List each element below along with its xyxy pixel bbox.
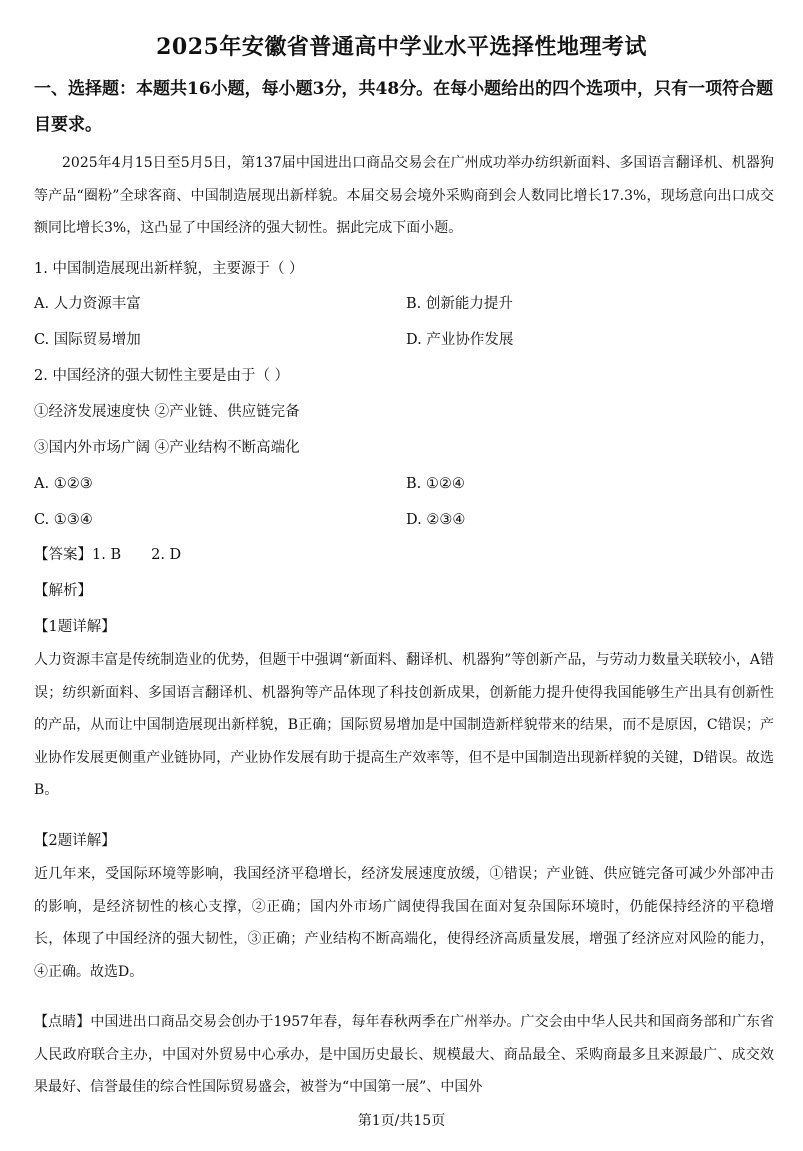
question-1-stem: 1. 中国制造展现出新样貌，主要源于（ ） (34, 261, 304, 277)
detail-2-label: 【2题详解】 (34, 833, 116, 849)
question-1-option-a: A. 人力资源丰富 (34, 296, 141, 312)
question-1-option-c: C. 国际贸易增加 (34, 332, 141, 348)
question-2-option-b: B. ①②④ (406, 476, 465, 492)
question-1-option-d: D. 产业协作发展 (406, 332, 514, 348)
question-2-items-1-2: ①经济发展速度快 ②产业链、供应链完备 (34, 404, 300, 420)
question-2-items-3-4: ③国内外市场广阔 ④产业结构不断高端化 (34, 440, 300, 456)
question-2-option-d: D. ②③④ (406, 512, 466, 528)
question-2-stem: 2. 中国经济的强大韧性主要是由于（ ） (34, 368, 290, 384)
detail-1-label: 【1题详解】 (34, 619, 116, 635)
analysis-label: 【解析】 (34, 583, 92, 599)
intro-paragraph: 2025年4月15日至5月5日，第137届中国进出口商品交易会在广州成功举办纺织新面料、多国语言翻译机、机器狗等产品“圈粉”全球客商、中国制造展现出新样貌。本届交易会境外采购商到会人数同比增长17.3%，现场意向出口成交额同比增长3%，这凸显了中国经济的强大韧性。据此完成下面小题。 (34, 155, 774, 236)
section-heading: 一、选择题：本题共16小题，每小题3分，共48分。在每小题给出的四个选项中，只有一项符合题目要求。 (34, 79, 774, 135)
question-2-option-c: C. ①③④ (34, 512, 93, 528)
answer-second: 2. D (151, 547, 182, 563)
tip-paragraph: 【点睛】中国进出口商品交易会创办于1957年春，每年春秋两季在广州举办。广交会由中华人民共和国商务部和广东省人民政府联合主办，中国对外贸易中心承办，是中国历史最长、规模最大、商品最全、采购商最多且来源最广、成交效果最好、信誉最佳的综合性国际贸易盛会，被誉为“中国第一展”、中国外 (34, 1014, 774, 1095)
page-number: 第1页/共15页 (357, 1113, 446, 1129)
question-2-option-a: A. ①②③ (34, 476, 93, 492)
detail-1-text: 人力资源丰富是传统制造业的优势，但题干中强调“新面料、翻译机、机器狗”等创新产品，与劳动力数量关联较小，A错误；纺织新面料、多国语言翻译机、机器狗等产品体现了科技创新成果，创新能力提升使得我国能够生产出具有创新性的产品，从而让中国制造展现出新样貌，B正确；国际贸易增加是中国制造新样貌带来的结果，而不是原因，C错误；产业协作发展更侧重产业链协同，产业协作发展有助于提高生产效率等，但不是中国制造出现新样貌的关键，D错误。故选B。 (34, 652, 774, 798)
answer-label: 【答案】1. B (34, 547, 122, 563)
exam-title: 2025年安徽省普通高中学业水平选择性地理考试 (156, 34, 647, 60)
question-1-option-b: B. 创新能力提升 (406, 296, 513, 312)
answer-line (34, 545, 181, 565)
detail-2-text: 近几年来，受国际环境等影响，我国经济平稳增长，经济发展速度放缓，①错误；产业链、供应链完备可减少外部冲击的影响，是经济韧性的核心支撑，②正确；国内外市场广阔使得我国在面对复杂国际环境时，仍能保持经济的平稳增长，体现了中国经济的强大韧性，③正确；产业结构不断高端化，使得经济高质量发展，增强了经济应对风险的能力，④正确。故选D。 (34, 866, 774, 980)
